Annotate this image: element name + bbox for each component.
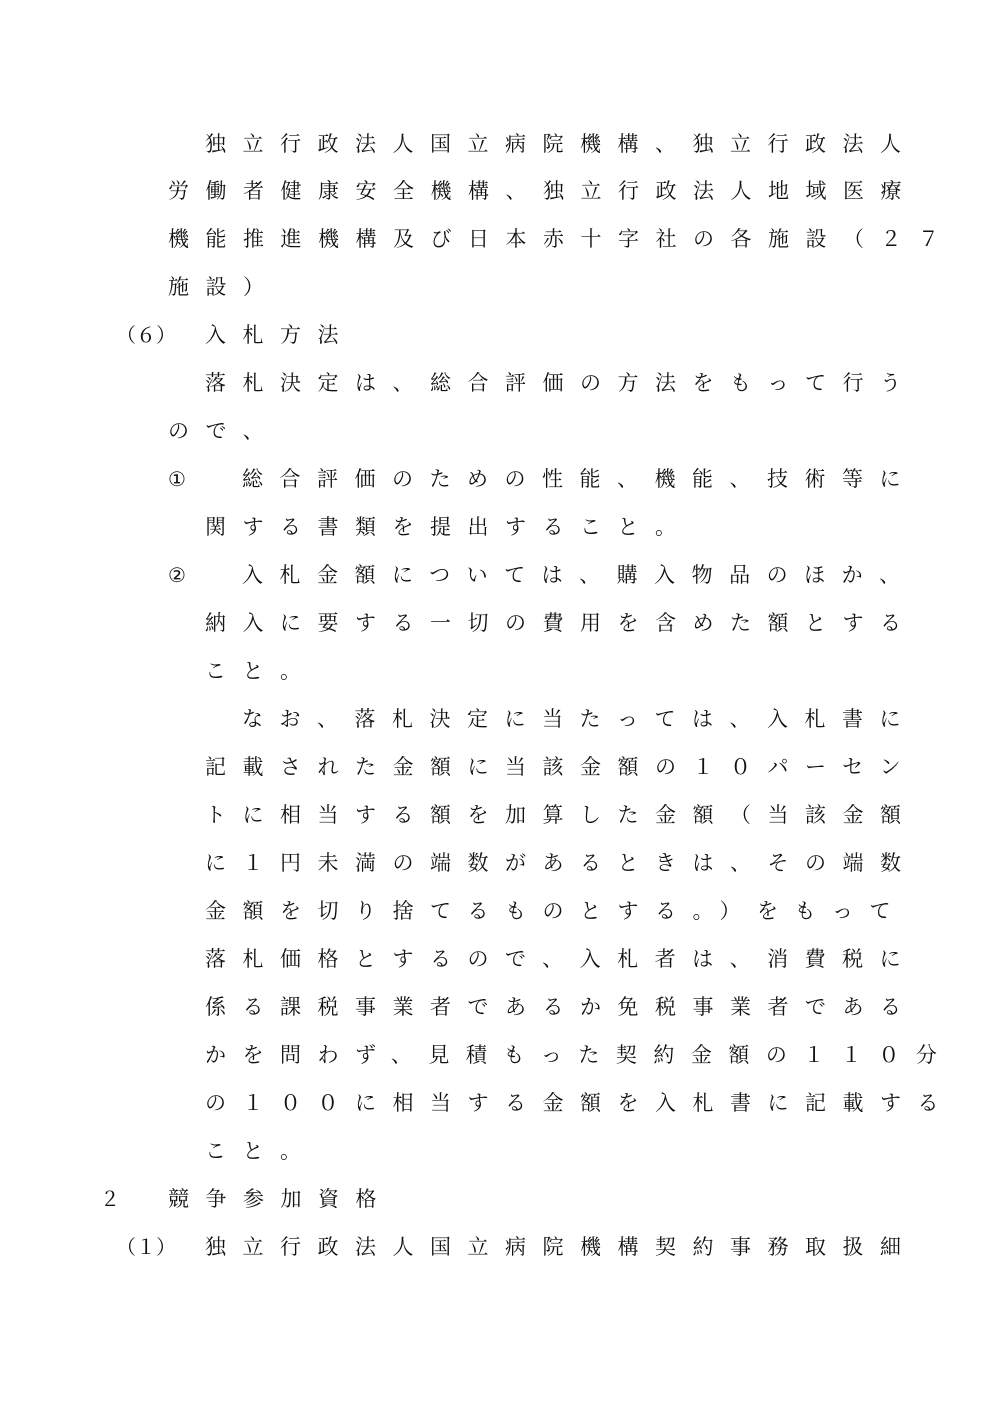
text-line: 入札金額については、購入物品のほか、	[242, 563, 917, 587]
text-line: 独立行政法人国立病院機構契約事務取扱細	[205, 1235, 918, 1259]
text-line: 機能推進機構及び日本赤十字社の各施設（２７	[168, 227, 956, 251]
text-line: 金額を切り捨てるものとする。）をもって	[205, 899, 907, 923]
text-line: に１円未満の端数があるときは、その端数	[205, 851, 918, 875]
item-number-1: （１）	[116, 1235, 176, 1259]
circled-number-2: ②	[168, 563, 186, 587]
text-line: 落札価格とするので、入札者は、消費税に	[205, 947, 918, 971]
text-line: 施設）	[168, 275, 281, 299]
text-line: 係る課税事業者であるか免税事業者である	[205, 995, 918, 1019]
circled-number-1: ①	[168, 467, 186, 491]
item-heading: 入札方法	[205, 323, 355, 347]
text-line: トに相当する額を加算した金額（当該金額	[205, 803, 918, 827]
text-line: 記載された金額に当該金額の１０パーセン	[205, 755, 918, 779]
text-line: 総合評価のための性能、機能、技術等に	[242, 467, 917, 491]
text-line: の１００に相当する金額を入札書に記載する	[205, 1091, 955, 1115]
text-line: なお、落札決定に当たっては、入札書に	[242, 707, 917, 731]
text-line: こと。	[205, 659, 318, 683]
text-line: 納入に要する一切の費用を含めた額とする	[205, 611, 918, 635]
item-number-6: （６）	[116, 323, 176, 347]
text-line: こと。	[205, 1139, 318, 1163]
text-line: かを問わず、見積もった契約金額の１１０分	[205, 1043, 954, 1067]
text-line: 独立行政法人国立病院機構、独立行政法人	[205, 132, 918, 156]
section-number-2: ２	[100, 1187, 120, 1211]
text-line: 労働者健康安全機構、独立行政法人地域医療	[168, 179, 918, 203]
text-line: 落札決定は、総合評価の方法をもって行う	[205, 371, 918, 395]
text-line: 関する書類を提出すること。	[205, 515, 693, 539]
section-heading: 競争参加資格	[168, 1187, 393, 1211]
text-line: ので、	[168, 419, 281, 443]
